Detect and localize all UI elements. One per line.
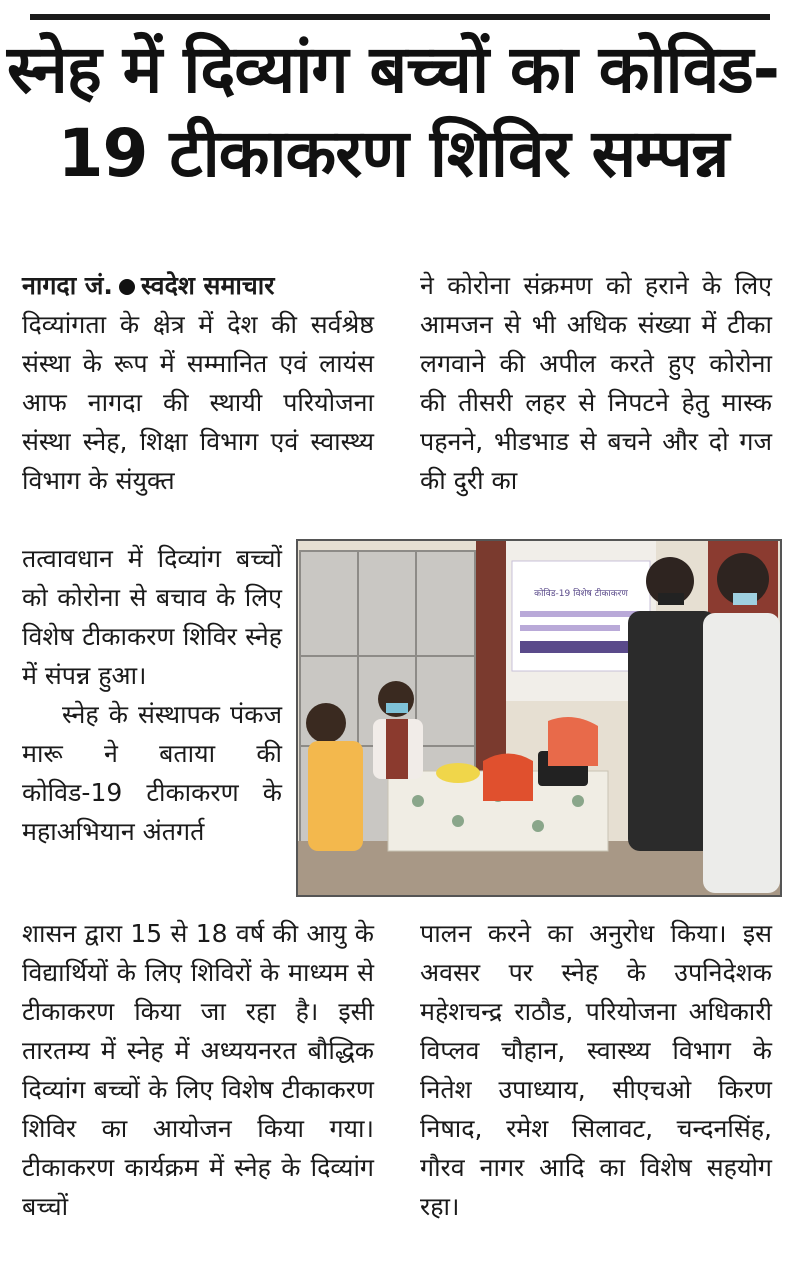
article-column-right-top [420,266,772,500]
vaccination-camp-photo [298,541,780,895]
top-rule [30,14,770,20]
paragraph-2-continued: ने कोरोना संक्रमण को हराने के लिए आमजन से भी अधिक संख्या में टीका लगवाने की अपील करते हुए कोरोना की तीसरी लहर से निपटने हेतु मास्क पहनने, भीडभाड से बचने और दो गज की दुरी का [420,271,772,495]
paragraph-1-end: तत्वावधान में दिव्यांग बच्चों को कोरोना से बचाव के लिए विशेष टीकाकरण शिविर स्नेह में संपन्न हुआ। [22,544,282,690]
paragraph-2-middle: शासन द्वारा 15 से 18 वर्ष की आयु के विद्यार्थियों के लिए शिविरों के माध्यम से टीकाकरण किया जा रहा है। इसी तारतम्य में स्नेह में अध्ययनरत बौद्धिक दिव्यांग बच्चों के लिए विशेष टीकाकरण शिविर का आयोजन किया गया। टीकाकरण कार्यक्रम में स्नेह के दिव्यांग बच्चों [22,919,374,1221]
headline-line-1: स्नेह में दिव्यांग बच्चों का कोविड- [6,31,780,108]
headline-line-2: 19 टीकाकरण शिविर सम्पन्न [57,115,729,192]
paragraph-2-start: स्नेह के संस्थापक पंकज मारू ने बताया की कोविड-19 टीकाकरण के महाअभियान अंतगर्त [22,700,282,846]
article-column-left-bottom [22,914,374,1226]
banner-text: कोविड-19 विशेष टीकाकरण [534,589,628,599]
dateline [22,266,374,305]
headline [0,28,786,196]
paragraph-1-start: दिव्यांगता के क्षेत्र में देश की सर्वश्रेष्ठ संस्था के रूप में सम्मानित एवं लायंस आफ नागदा की स्थायी परियोजना संस्था स्नेह, शिक्षा विभाग एवं स्वास्थ्य विभाग के संयुक्त [22,310,374,495]
article-column-left-mid [22,539,282,851]
news-photo [296,539,782,897]
article-column-right-bottom [420,914,772,1226]
dateline-place: नागदा जं. [22,271,113,300]
dateline-source: स्वदेश समाचार [140,271,275,300]
bullet-dot-icon [119,279,135,295]
article-column-left-top [22,266,374,500]
paragraph-2-end: पालन करने का अनुरोध किया। इस अवसर पर स्नेह के उपनिदेशक महेशचन्द्र राठौड, परियोजना अधिकारी विप्लव चौहान, स्वास्थ्य विभाग के नितेश उपाध्याय, सीएचओ किरण निषाद, रमेश सिलावट, चन्दनसिंह, गौरव नागर आदि का विशेष सहयोग रहा। [420,919,772,1221]
